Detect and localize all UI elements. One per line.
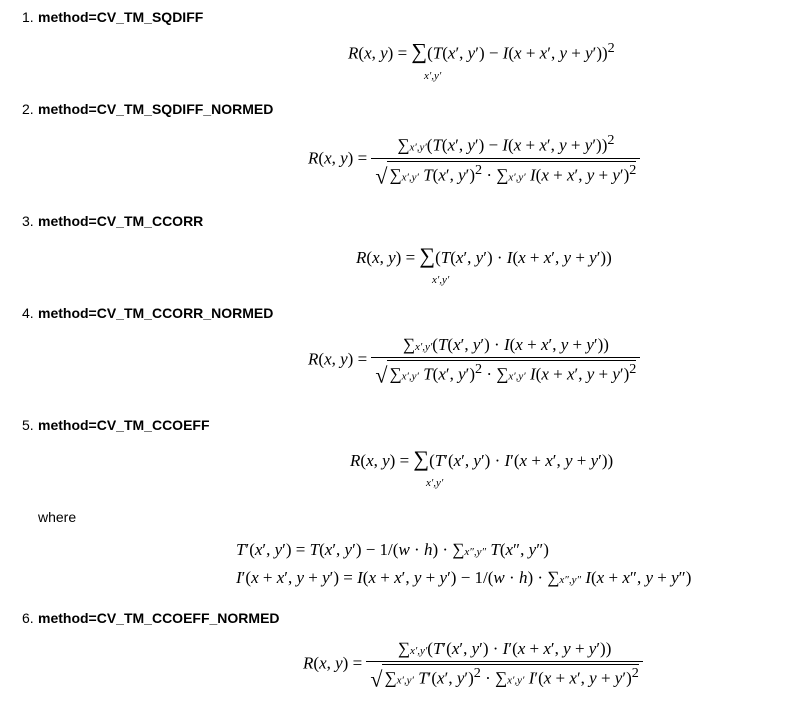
formula-sqdiff: R(x, y) = ∑(T(x′, y′) − I(x + x′, y + y′))$^2$ [348, 38, 615, 64]
where-label: where [38, 509, 77, 525]
formula-sqdiff-normed: R(x, y) = $\frac{\sum x',y'(T(x', y') - I(x + x', y + y'))^2}{√ \sum x',y' T(x', y')^2 \cdot \sum x',y' I(x + x', y + y')^2}$ [308, 132, 640, 187]
formula-ccoeff-normed: R(x, y) = $\frac{\sum x',y'(T'(x', y') \cdot I'(x + x', y + y'))}{√ \sum x',y' T'(x', y')^2 \cdot \sum x',y' I'(x + x', y + y')^2}$ [303, 639, 643, 691]
formula-ccorr: R(x, y) = ∑(T(x′, y′) · I(x + x′, y + y′)) [356, 243, 612, 268]
method-heading: method=CV_TM_CCOEFF [38, 417, 210, 433]
item-number: 1. [22, 9, 34, 25]
item-number: 2. [22, 101, 34, 117]
formula-t-prime: T′(x′, y′) = T(x′, y′) − 1/(w · h) · ∑x″,y″ T(x″, y″) [236, 540, 549, 559]
method-heading: method=CV_TM_CCORR [38, 213, 204, 229]
sum-index: x′,y′ [432, 274, 450, 286]
sum-index: x′,y′ [424, 70, 442, 82]
method-heading: method=CV_TM_CCORR_NORMED [38, 305, 274, 321]
method-heading: method=CV_TM_SQDIFF [38, 9, 204, 25]
method-heading: method=CV_TM_SQDIFF_NORMED [38, 101, 274, 117]
item-number: 6. [22, 610, 34, 626]
formula-ccoeff: R(x, y) = ∑(T′(x′, y′) · I′(x + x′, y + y′)) [350, 446, 614, 471]
item-number: 5. [22, 417, 34, 433]
formula-ccorr-normed: R(x, y) = $\frac{\sum x',y'(T(x', y') \cdot I(x + x', y + y'))}{√ \sum x',y' T(x', y')^2 \cdot \sum x',y' I(x + x', y + y')^2}$ [308, 335, 640, 387]
sum-index: x′,y′ [426, 477, 444, 489]
item-number: 4. [22, 305, 34, 321]
method-heading: method=CV_TM_CCOEFF_NORMED [38, 610, 280, 626]
item-number: 3. [22, 213, 34, 229]
formula-i-prime: I′(x + x′, y + y′) = I(x + x′, y + y′) − 1/(w · h) · ∑x″,y″ I(x + x″, y + y″) [236, 568, 692, 587]
